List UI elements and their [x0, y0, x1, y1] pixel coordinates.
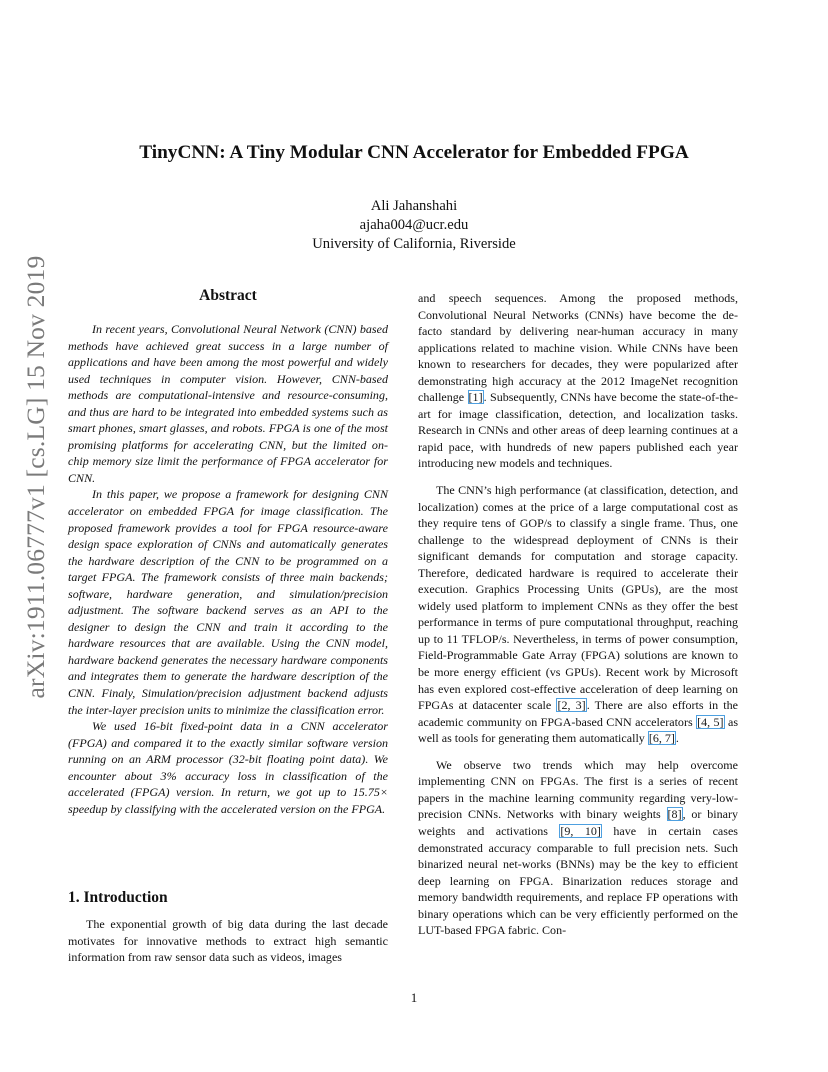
citation-link[interactable]: [8]	[667, 807, 682, 822]
abstract-paragraph: In this paper, we propose a framework for designing CNN accelerator on embedded FPGA for image classification. The proposed framework provides a tool for FPGA resource-aware design space exploration of CNNs and automatically generates the hardware description of the CNN to be programmed on a target FPGA. The framework consists of three main backends; software, hardware generation, and simulation/precision adjustment. The software backend serves as an API to the designer to design the CNN and train it according to the hardware resources that are available. Using the CNN model, hardware backend generates the necessary hardware components and integrates them to generate the hardware description of the CNN. Finaly, Simulation/precision adjustment backend adjusts the inter-layer precision units to minimize the classification error.	[68, 487, 388, 717]
intro-heading: 1. Introduction	[68, 889, 168, 906]
abstract-paragraph: In recent years, Convolutional Neural Network (CNN) based methods have achieved great success in a large number of applications and have been among the most powerful and widely used techniques in computer vision. However, CNN-based methods are computational-intensive and resource-consuming, and thus are hard to be integrated into embedded systems such as smart phones, smart glasses, and robots. FPGA is one of the most promising platforms for accelerating CNN, but the limited on-chip memory size limit the performance of FPGA accelerator for CNN.	[68, 322, 388, 485]
abstract-paragraph: We used 16-bit fixed-point data in a CNN accelerator (FPGA) and compared it to the exactly similar software version running on an ARM processor (32-bit floating point data). We encounter about 3% accuracy loss in classification of the accelerated (FPGA) version. In return, we got up to 15.75× speedup by classifying with the accelerated version on the FPGA.	[68, 719, 388, 816]
citation-link[interactable]: [6, 7]	[648, 731, 675, 746]
citation-link[interactable]: [2, 3]	[557, 698, 586, 713]
abstract-body	[68, 321, 388, 817]
author-email: ajaha004@ucr.edu	[359, 217, 469, 233]
arxiv-stamp-text: arXiv:1911.06777v1 [cs.LG] 15 Nov 2019	[21, 255, 50, 699]
citation-link[interactable]: [9, 10]	[560, 823, 601, 838]
abstract-heading: Abstract	[199, 287, 257, 304]
paper-title: TinyCNN: A Tiny Modular CNN Accelerator for Embedded FPGA	[139, 142, 689, 163]
right-column-body	[418, 290, 738, 949]
intro-body	[68, 916, 388, 966]
arxiv-stamp	[21, 255, 51, 699]
citation-link[interactable]: [1]	[468, 390, 483, 405]
page-number: 1	[410, 990, 418, 1005]
intro-paragraph: The exponential growth of big data during the last decade motivates for innovative methods to extract high semantic information from raw sensor data such as videos, images	[68, 917, 388, 965]
body-paragraph: We observe two trends which may help overcome implementing CNN on FPGAs. The first is a series of recent papers in the machine learning community regarding very-low-precision CNNs. Networks with binary weights [8], or binary weights and activations [9, 10] have in certain cases demonstrated accuracy comparable to full precision nets. Such binarized neural net-works (BNNs) may be the key to efficient deep learning on FPGA. Binarization reduces storage and memory bandwidth requirements, and replace FP operations with binary operations which can be very efficiently performed on the LUT-based FPGA fabric. Con-	[418, 757, 738, 938]
body-paragraph: and speech sequences. Among the proposed methods, Convolutional Neural Networks (CNNs) have become the de-facto standard by delivering near-human accuracy in many applications related to machine vision. While CNNs have been known to researchers for decades, they were popularized after demonstrating high accuracy at the 2012 ImageNet recognition challenge [1]. Subsequently, CNNs have become the state-of-the-art for image classification, detection, and localization tasks. Research in CNNs and other areas of deep learning continues at a rapid pace, with hundreds of new papers published each year introducing new models and techniques.	[418, 291, 738, 471]
citation-link[interactable]: [4, 5]	[697, 714, 724, 729]
author-block	[0, 197, 828, 254]
author-name: Ali Jahanshahi	[370, 198, 458, 214]
body-paragraph: The CNN’s high performance (at classification, detection, and localization) comes at the price of a large computational cost as they require tens of GOP/s to classify a single frame. Thus, one challenge to the widespread deployment of CNNs is their significant demands for computation and storage capacity. Therefore, dedicated hardware is required to accelerate their execution. Graphics Processing Units (GPUs), are the most widely used platform to implement CNNs as they offer the best performance in terms of pure computational throughput, reaching up to 11 TFLOP/s. Nevertheless, in terms of power consumption, Field-Programmable Gate Array (FPGA) solutions are known to be more energy efficient (vs GPUs). Recent work by Microsoft has even explored cost-effective acceleration of deep learning on FPGAs at datacenter scale [2, 3]. There are also efforts in the academic community on FPGA-based CNN accelerators [4, 5] as well as tools for generating them automatically [6, 7].	[418, 483, 739, 746]
author-affiliation: University of California, Riverside	[312, 236, 516, 252]
